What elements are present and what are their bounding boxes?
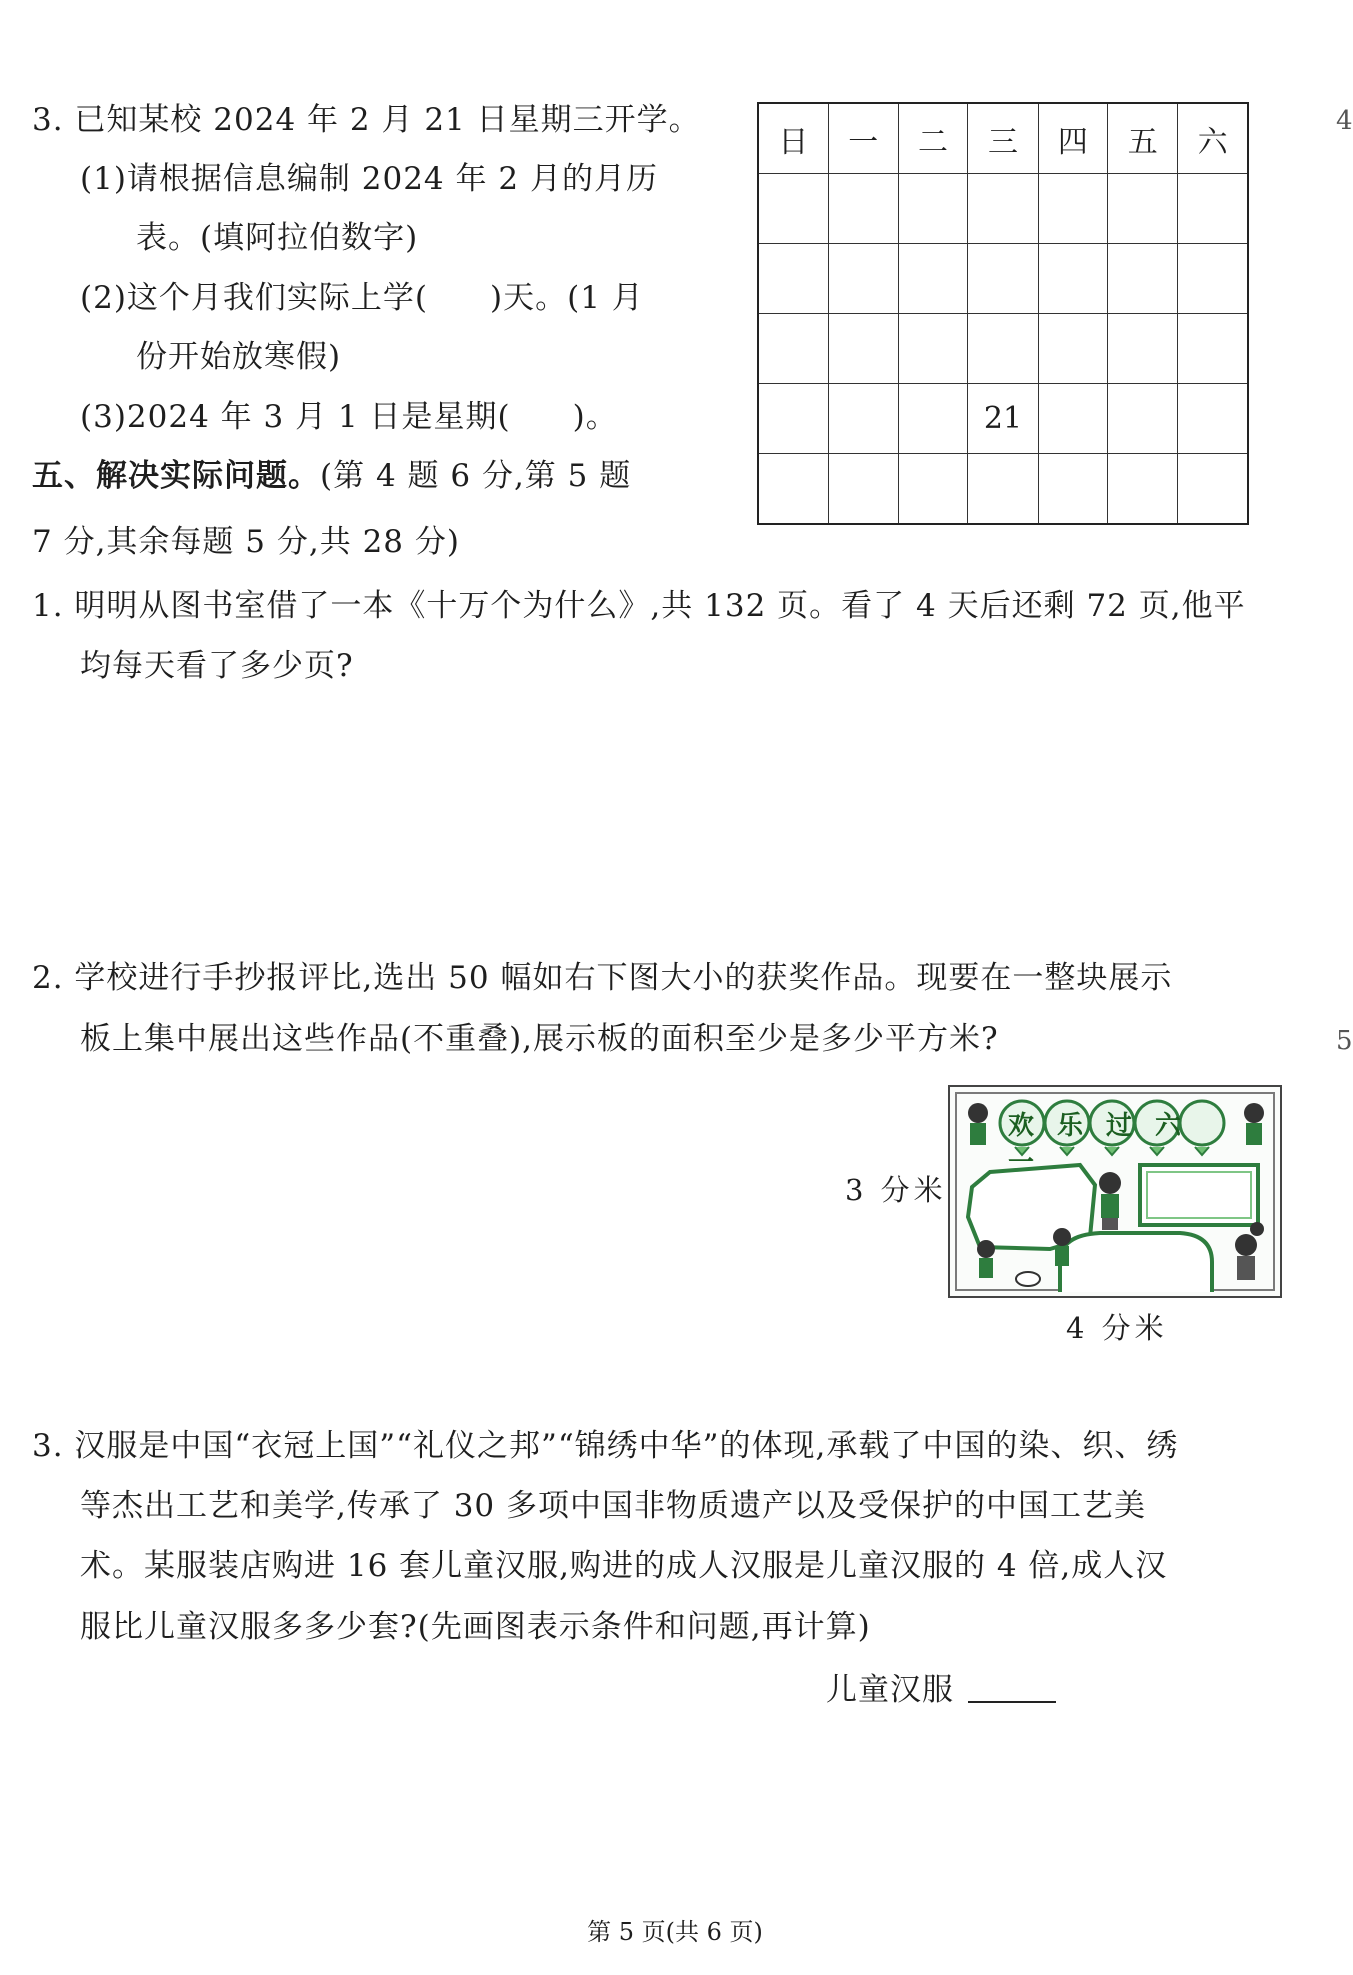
calendar-cell[interactable] xyxy=(828,174,898,244)
calendar-header-tue: 二 xyxy=(898,103,968,174)
calendar-cell[interactable] xyxy=(1108,454,1178,525)
calendar-cell[interactable] xyxy=(1038,174,1108,244)
p3-diagram-segment xyxy=(968,1681,1056,1703)
p2-line2: 板上集中展出这些作品(不重叠),展示板的面积至少是多少平方米? xyxy=(80,1021,999,1057)
calendar-cell[interactable] xyxy=(758,454,828,525)
q3-stem: 3. 已知某校 2024 年 2 月 21 日星期三开学。 xyxy=(32,102,701,138)
calendar-week-row xyxy=(758,314,1248,384)
calendar-cell[interactable] xyxy=(828,454,898,525)
q3-sub2-line2: 份开始放寒假) xyxy=(136,339,342,375)
page-footer: 第 5 页(共 6 页) xyxy=(587,1918,763,1946)
section5-note-a: (第 4 题 6 分,第 5 题 xyxy=(320,458,632,494)
calendar-cell[interactable] xyxy=(968,454,1038,525)
p3-diagram-label: 儿童汉服 xyxy=(826,1672,954,1708)
q3-sub2-pre: (2)这个月我们实际上学( xyxy=(80,280,429,316)
calendar-cell[interactable] xyxy=(1038,384,1108,454)
calendar-cell[interactable] xyxy=(898,174,968,244)
calendar-cell[interactable] xyxy=(1178,314,1248,384)
calendar-cell[interactable] xyxy=(898,384,968,454)
p2-line1: 2. 学校进行手抄报评比,选出 50 幅如右下图大小的获奖作品。现要在一整块展示 xyxy=(32,960,1173,996)
calendar-cell[interactable] xyxy=(1108,244,1178,314)
poster-illustration xyxy=(948,1085,1282,1298)
section5-heading xyxy=(32,456,631,496)
calendar-cell[interactable] xyxy=(968,244,1038,314)
calendar-week-row xyxy=(758,384,1248,454)
q3-sub2-post: )天。(1 月 xyxy=(490,280,644,316)
edge-mark-middle: 5 xyxy=(1336,1026,1353,1056)
calendar-cell[interactable] xyxy=(758,244,828,314)
p3-line1: 3. 汉服是中国“衣冠上国”“礼仪之邦”“锦绣中华”的体现,承载了中国的染、织、绣 xyxy=(32,1428,1179,1464)
calendar-cell[interactable] xyxy=(898,314,968,384)
calendar-cell[interactable] xyxy=(758,384,828,454)
q3-sub3 xyxy=(80,397,618,437)
calendar-cell[interactable] xyxy=(1038,454,1108,525)
q3-sub3-post: )。 xyxy=(572,399,618,435)
calendar-header-sun: 日 xyxy=(758,103,828,174)
q3-sub2-line1 xyxy=(80,278,644,318)
calendar-cell[interactable] xyxy=(898,454,968,525)
calendar-header-wed: 三 xyxy=(968,103,1038,174)
section5-title: 五、解决实际问题。 xyxy=(32,458,320,494)
p3-diagram xyxy=(826,1670,1056,1710)
calendar-week-row xyxy=(758,244,1248,314)
calendar-cell[interactable] xyxy=(1038,244,1108,314)
calendar-cell[interactable] xyxy=(758,174,828,244)
calendar-week-row xyxy=(758,454,1248,525)
q3-sub1-line2: 表。(填阿拉伯数字) xyxy=(136,220,419,256)
calendar-cell[interactable] xyxy=(1178,244,1248,314)
calendar-cell[interactable] xyxy=(968,314,1038,384)
p3-line2: 等杰出工艺和美学,传承了 30 多项中国非物质遗产以及受保护的中国工艺美 xyxy=(80,1488,1147,1524)
poster-title: 欢乐过六一 xyxy=(1008,1111,1205,1178)
p1-line1: 1. 明明从图书室借了一本《十万个为什么》,共 132 页。看了 4 天后还剩 72 页,他平 xyxy=(32,588,1246,624)
p1-line2: 均每天看了多少页? xyxy=(80,648,354,684)
calendar-cell[interactable] xyxy=(758,314,828,384)
calendar-header-row xyxy=(758,103,1248,174)
calendar-header-thu: 四 xyxy=(1038,103,1108,174)
calendar-cell[interactable] xyxy=(1038,314,1108,384)
poster-height-label: 3 分米 xyxy=(845,1173,947,1207)
edge-mark-top: 4 xyxy=(1336,106,1353,136)
calendar-cell[interactable] xyxy=(1108,174,1178,244)
calendar-header-sat: 六 xyxy=(1178,103,1248,174)
poster-width-label: 4 分米 xyxy=(1066,1311,1168,1345)
calendar-cell[interactable] xyxy=(1108,384,1178,454)
section5-note-b: 7 分,其余每题 5 分,共 28 分) xyxy=(32,524,460,560)
calendar-cell[interactable] xyxy=(1178,384,1248,454)
p3-line4: 服比儿童汉服多多少套?(先画图表示条件和问题,再计算) xyxy=(80,1609,871,1645)
calendar-cell[interactable] xyxy=(1178,174,1248,244)
calendar-cell[interactable] xyxy=(1178,454,1248,525)
q3-sub3-pre: (3)2024 年 3 月 1 日是星期( xyxy=(80,399,511,435)
calendar-cell[interactable] xyxy=(1108,314,1178,384)
calendar-cell[interactable] xyxy=(828,314,898,384)
bottom-frame xyxy=(1060,1233,1212,1292)
q3-sub1-line1: (1)请根据信息编制 2024 年 2 月的月历 xyxy=(80,161,658,197)
calendar-cell[interactable] xyxy=(968,174,1038,244)
calendar-header-fri: 五 xyxy=(1108,103,1178,174)
calendar-cell[interactable] xyxy=(898,244,968,314)
p3-line3: 术。某服装店购进 16 套儿童汉服,购进的成人汉服是儿童汉服的 4 倍,成人汉 xyxy=(80,1548,1168,1584)
calendar-week-row xyxy=(758,174,1248,244)
calendar-cell[interactable] xyxy=(828,384,898,454)
calendar-cell[interactable] xyxy=(828,244,898,314)
february-calendar xyxy=(757,102,1249,525)
calendar-header-mon: 一 xyxy=(828,103,898,174)
calendar-cell-21[interactable]: 21 xyxy=(968,384,1038,454)
